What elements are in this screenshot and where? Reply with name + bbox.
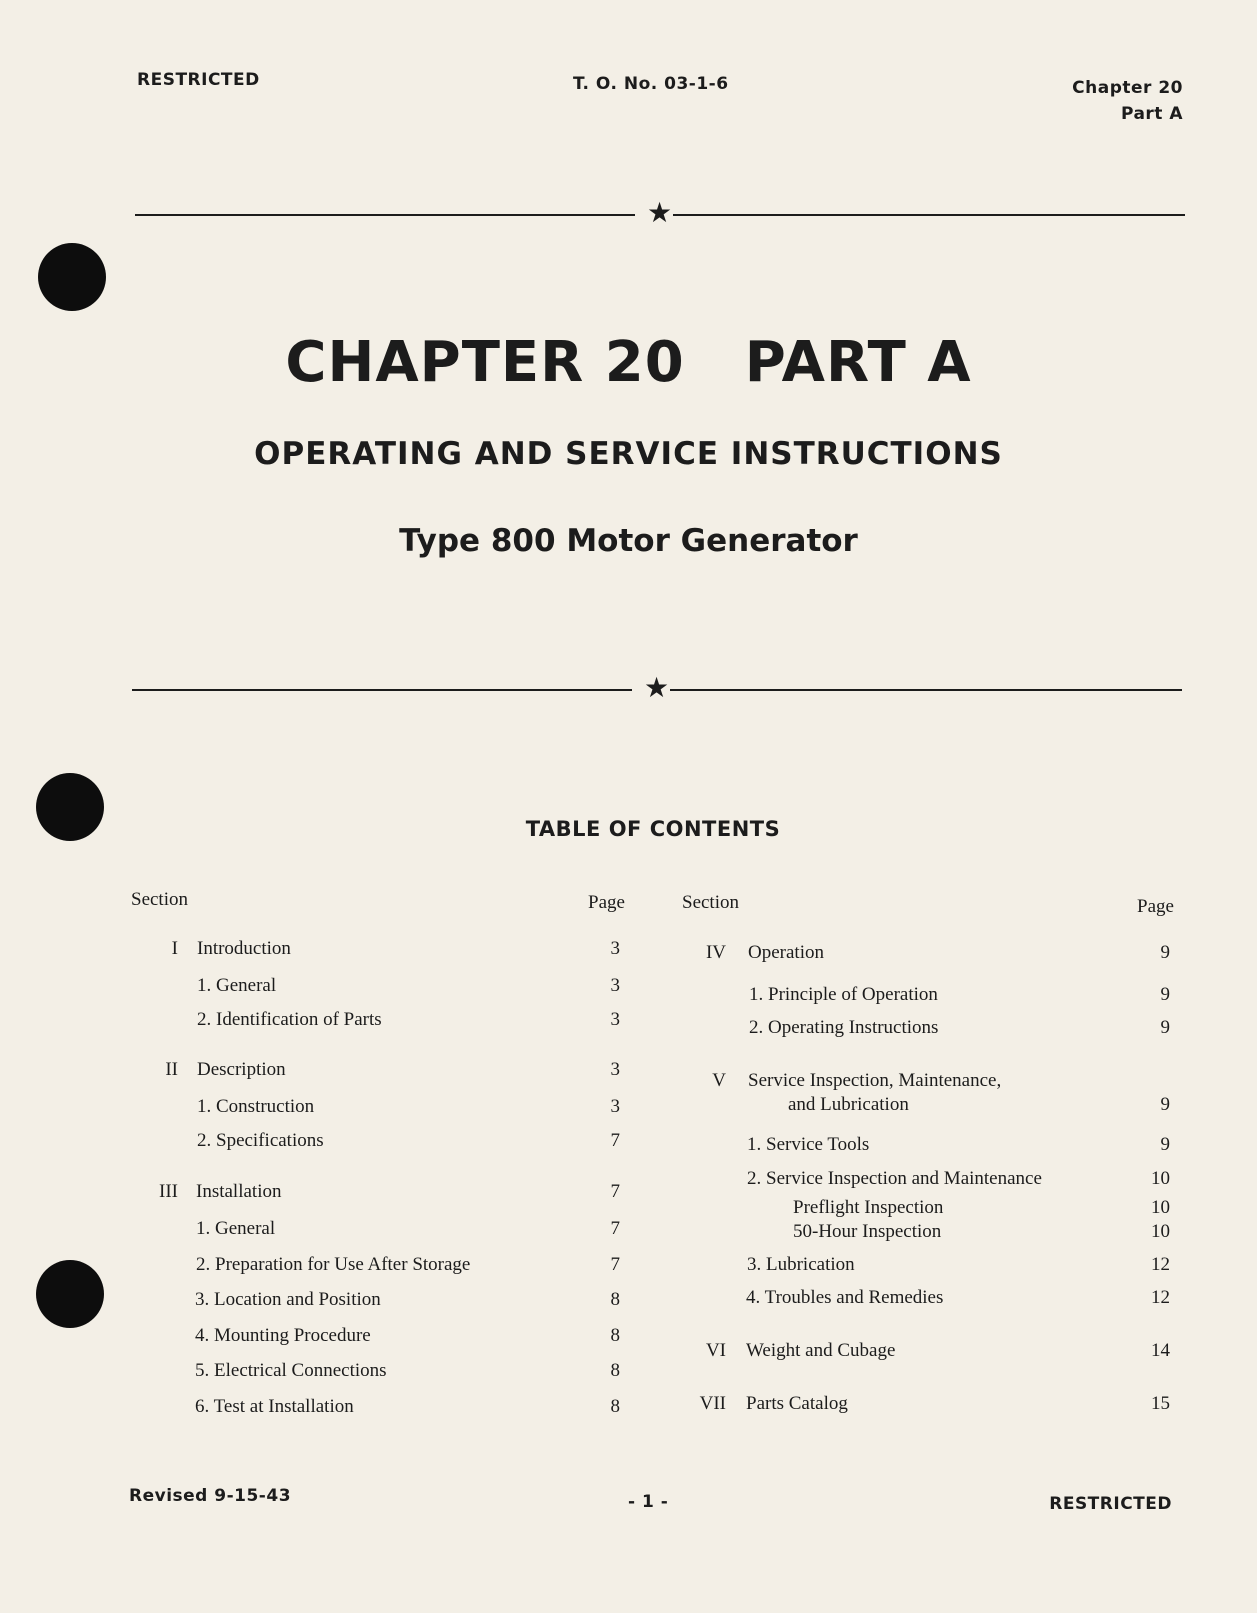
entry-title: 1. Service Tools	[747, 1134, 870, 1155]
entry-page: 7	[610, 1130, 620, 1151]
section-number: III	[159, 1181, 178, 1202]
entry-title: Preflight Inspection	[793, 1197, 944, 1218]
entry-title: Installation	[196, 1181, 282, 1202]
entry-page: 3	[610, 1096, 620, 1117]
section-number: I	[171, 938, 178, 959]
entry-page: 12	[1151, 1287, 1170, 1308]
header-classification: RESTRICTED	[137, 70, 260, 90]
header-chapter: Chapter 20	[1072, 78, 1183, 98]
entry-page: 10	[1151, 1197, 1170, 1218]
binder-hole-top	[38, 243, 106, 311]
entry-title: Description	[197, 1059, 286, 1080]
entry-page: 9	[1160, 1094, 1170, 1115]
entry-title: 3. Location and Position	[195, 1289, 381, 1310]
entry-page: 7	[610, 1218, 620, 1239]
section-number: V	[712, 1070, 726, 1091]
entry-page: 9	[1160, 984, 1170, 1005]
entry-title: Service Inspection, Maintenance,	[748, 1070, 1002, 1091]
toc-heading: TABLE OF CONTENTS	[525, 817, 781, 841]
header-to-number: T. O. No. 03-1-6	[573, 74, 729, 94]
entry-page: 9	[1160, 1017, 1170, 1038]
section-number: VI	[705, 1340, 726, 1361]
entry-page: 7	[610, 1181, 620, 1202]
entry-title: 1. Principle of Operation	[749, 984, 938, 1005]
entry-page: 3	[610, 1009, 620, 1030]
entry-page: 8	[610, 1396, 620, 1417]
entry-page: 3	[610, 1059, 620, 1080]
entry-page: 3	[610, 975, 620, 996]
entry-title: and Lubrication	[788, 1094, 909, 1115]
entry-title: 2. Preparation for Use After Storage	[196, 1254, 471, 1275]
entry-title: 2. Service Inspection and Maintenance	[747, 1168, 1042, 1189]
entry-page: 7	[610, 1254, 620, 1275]
star-icon: ★	[644, 671, 670, 704]
entry-page: 15	[1151, 1393, 1170, 1414]
footer-classification: RESTRICTED	[1049, 1494, 1172, 1514]
footer-revised: Revised 9-15-43	[129, 1486, 292, 1506]
entry-page: 8	[610, 1360, 620, 1381]
section-number: VII	[699, 1393, 726, 1414]
section-number: IV	[705, 942, 726, 963]
entry-title: 2. Specifications	[197, 1130, 324, 1151]
entry-title: 3. Lubrication	[747, 1254, 855, 1275]
entry-page: 9	[1160, 942, 1170, 963]
entry-page: 14	[1151, 1340, 1170, 1361]
part-label: PART A	[744, 330, 972, 395]
entry-page: 10	[1151, 1221, 1170, 1242]
entry-page: 10	[1151, 1168, 1170, 1189]
subtitle: OPERATING AND SERVICE INSTRUCTIONS	[254, 436, 1003, 472]
entry-page: 8	[610, 1289, 620, 1310]
toc-right-page-label: Page	[1137, 896, 1174, 917]
toc-left-section-label: Section	[131, 889, 188, 910]
entry-page: 3	[610, 938, 620, 959]
entry-title: 4. Mounting Procedure	[195, 1325, 371, 1346]
footer-page-number: - 1 -	[628, 1492, 669, 1512]
toc-right-section-label: Section	[682, 892, 739, 913]
star-icon: ★	[647, 196, 673, 229]
top-star-rule	[135, 196, 1185, 229]
chapter-title	[0, 330, 1257, 395]
entry-title: 1. General	[196, 1218, 276, 1239]
entry-title: 50-Hour Inspection	[793, 1221, 942, 1242]
entry-title: Parts Catalog	[746, 1393, 848, 1414]
entry-page: 8	[610, 1325, 620, 1346]
entry-title: 6. Test at Installation	[195, 1396, 354, 1417]
entry-title: 2. Operating Instructions	[749, 1017, 939, 1038]
entry-title: 4. Troubles and Remedies	[746, 1287, 944, 1308]
header-part: Part A	[1120, 104, 1183, 124]
section-number: II	[165, 1059, 178, 1080]
entry-title: 5. Electrical Connections	[195, 1360, 387, 1381]
entry-title: Introduction	[197, 938, 291, 959]
entry-title: Operation	[748, 942, 824, 963]
product-name: Type 800 Motor Generator	[399, 523, 858, 559]
chapter-number: CHAPTER 20	[285, 330, 685, 395]
bottom-star-rule	[132, 671, 1182, 704]
entry-page: 12	[1151, 1254, 1170, 1275]
entry-title: 2. Identification of Parts	[197, 1009, 382, 1030]
entry-title: 1. General	[197, 975, 277, 996]
entry-page: 9	[1160, 1134, 1170, 1155]
entry-title: Weight and Cubage	[746, 1340, 896, 1361]
binder-hole-bottom	[36, 1260, 104, 1328]
toc-left-page-label: Page	[588, 892, 625, 913]
entry-title: 1. Construction	[197, 1096, 315, 1117]
